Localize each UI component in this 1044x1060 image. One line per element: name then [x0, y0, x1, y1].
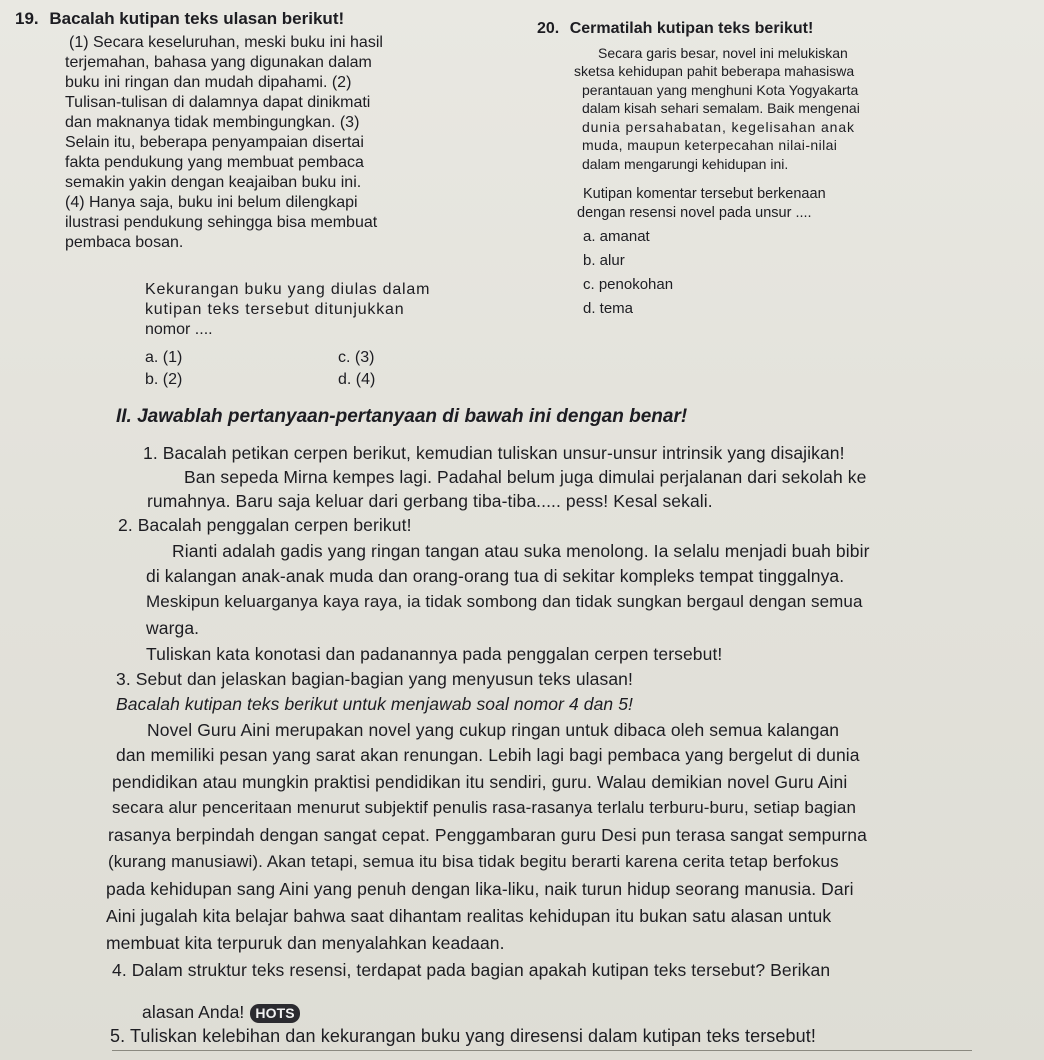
q20-line: muda, maupun keterpecahan nilai-nilai	[582, 137, 838, 153]
review-text: dan memiliki pesan yang sarat akan renungan. Lebih lagi bagi pembaca yang bergelut di dunia	[116, 745, 860, 765]
item-5-prompt: 5. Tuliskan kelebihan dan kekurangan buku yang diresensi dalam kutipan teks tersebut!	[110, 1026, 816, 1046]
item-4-tail	[142, 1000, 300, 1024]
q19-line: fakta pendukung yang membuat pembaca	[65, 154, 364, 171]
q19-prompt: Bacalah kutipan teks ulasan berikut!	[49, 9, 345, 28]
item-3-prompt: 3. Sebut dan jelaskan bagian-bagian yang menyusun teks ulasan!	[116, 669, 633, 689]
q19-question-line: nomor ....	[145, 321, 213, 338]
item-1-text: rumahnya. Baru saja keluar dari gerbang tiba-tiba..... pess! Kesal sekali.	[147, 491, 713, 511]
item-2-text: Rianti adalah gadis yang ringan tangan atau suka menolong. Ia selalu menjadi buah bibir	[172, 541, 870, 561]
item-1-prompt: 1. Bacalah petikan cerpen berikut, kemudian tuliskan unsur-unsur intrinsik yang disajikan!	[143, 443, 845, 463]
q20-question-line: dengan resensi novel pada unsur ....	[577, 205, 812, 221]
review-text: Aini jugalah kita belajar bahwa saat dihantam realitas kehidupan itu bukan satu alasan untuk	[106, 906, 832, 926]
q20-line: sketsa kehidupan pahit beberapa mahasiswa	[574, 63, 855, 79]
q20-prompt: Cermatilah kutipan teks berikut!	[569, 20, 814, 37]
review-text: (kurang manusiawi). Akan tetapi, semua itu bisa tidak begitu berarti karena cerita tetap berfokus	[108, 852, 839, 871]
hots-badge: HOTS	[250, 1004, 299, 1023]
q19-line: Selain itu, beberapa penyampaian disertai	[65, 134, 364, 151]
passage-instruction: Bacalah kutipan teks berikut untuk menjawab soal nomor 4 dan 5!	[116, 694, 634, 714]
item-2-text: di kalangan anak-anak muda dan orang-orang tua di sekitar kompleks tempat tinggalnya.	[146, 566, 845, 586]
review-text: membuat kita terpuruk dan menyalahkan keadaan.	[106, 933, 505, 953]
q19-line: semakin yakin dengan keajaiban buku ini.	[65, 174, 362, 191]
q19-line: (1) Secara keseluruhan, meski buku ini hasil	[69, 34, 383, 51]
item-4-prompt: 4. Dalam struktur teks resensi, terdapat pada bagian apakah kutipan teks tersebut? Berikan	[112, 960, 831, 980]
q19-option-b[interactable]: b. (2)	[145, 371, 183, 388]
item-2-instruction: Tuliskan kata konotasi dan padanannya pada penggalan cerpen tersebut!	[146, 644, 723, 664]
item-2-text: warga.	[146, 618, 200, 638]
q20-option-b[interactable]: b. alur	[583, 252, 625, 269]
item-2-text: Meskipun keluarganya kaya raya, ia tidak sombong dan tidak sungkan bergaul dengan semua	[146, 592, 863, 611]
q19-option-d[interactable]: d. (4)	[338, 371, 376, 388]
item-1-text: Ban sepeda Mirna kempes lagi. Padahal belum juga dimulai perjalanan dari sekolah ke	[184, 467, 867, 487]
q19-line: dan maknanya tidak membingungkan. (3)	[65, 114, 360, 131]
review-text: secara alur penceritaan menurut subjektif penulis rasa-rasanya terlalu terburu-buru, setiap bagian	[112, 798, 857, 817]
q19-number: 19.	[15, 9, 39, 28]
q19-line: Tulisan-tulisan di dalamnya dapat dinikmati	[65, 94, 371, 111]
review-text: rasanya berpindah dengan sangat cepat. Penggambaran guru Desi pun terasa sangat sempurna	[108, 825, 867, 845]
review-text: pada kehidupan sang Aini yang penuh dengan lika-liku, naik turun hidup seorang manusia. Dari	[106, 879, 854, 899]
q19-line: ilustrasi pendukung sehingga bisa membuat	[65, 214, 378, 231]
q19-question-line: Kekurangan buku yang diulas dalam	[145, 281, 431, 298]
q19-line: pembaca bosan.	[65, 234, 184, 251]
item-2-prompt: 2. Bacalah penggalan cerpen berikut!	[118, 515, 412, 535]
q19-option-a[interactable]: a. (1)	[145, 349, 183, 366]
q20-option-c[interactable]: c. penokohan	[583, 276, 674, 293]
review-text: pendidikan atau mungkin praktisi pendidikan itu sendiri, guru. Walau demikian novel Guru Aini	[112, 772, 848, 792]
q20-line: perantauan yang menghuni Kota Yogyakarta	[582, 82, 859, 98]
q20-option-d[interactable]: d. tema	[583, 300, 634, 317]
q19-option-c[interactable]: c. (3)	[338, 349, 375, 366]
q20-line: dalam mengarungi kehidupan ini.	[582, 156, 789, 172]
q19-line: buku ini ringan dan mudah dipahami. (2)	[65, 74, 352, 91]
q20-line: dalam kisah sehari semalam. Baik mengenai	[582, 100, 860, 116]
q20-question-line: Kutipan komentar tersebut berkenaan	[583, 186, 826, 202]
ruled-line	[112, 1050, 972, 1051]
q19-question-line: kutipan teks tersebut ditunjukkan	[145, 301, 405, 318]
q19-line: (4) Hanya saja, buku ini belum dilengkapi	[65, 194, 358, 211]
q20-option-a[interactable]: a. amanat	[583, 228, 650, 245]
section-title: II. Jawablah pertanyaan-pertanyaan di bawah ini dengan benar!	[116, 406, 688, 427]
q20-number: 20.	[537, 20, 560, 37]
q19-line: terjemahan, bahasa yang digunakan dalam	[65, 54, 372, 71]
q20-line: Secara garis besar, novel ini melukiskan	[598, 45, 848, 61]
q20-line: dunia persahabatan, kegelisahan anak	[582, 119, 855, 135]
review-text: Novel Guru Aini merupakan novel yang cukup ringan untuk dibaca oleh semua kalangan	[147, 720, 840, 740]
item-4-tail-text: alasan Anda!	[142, 1002, 245, 1022]
